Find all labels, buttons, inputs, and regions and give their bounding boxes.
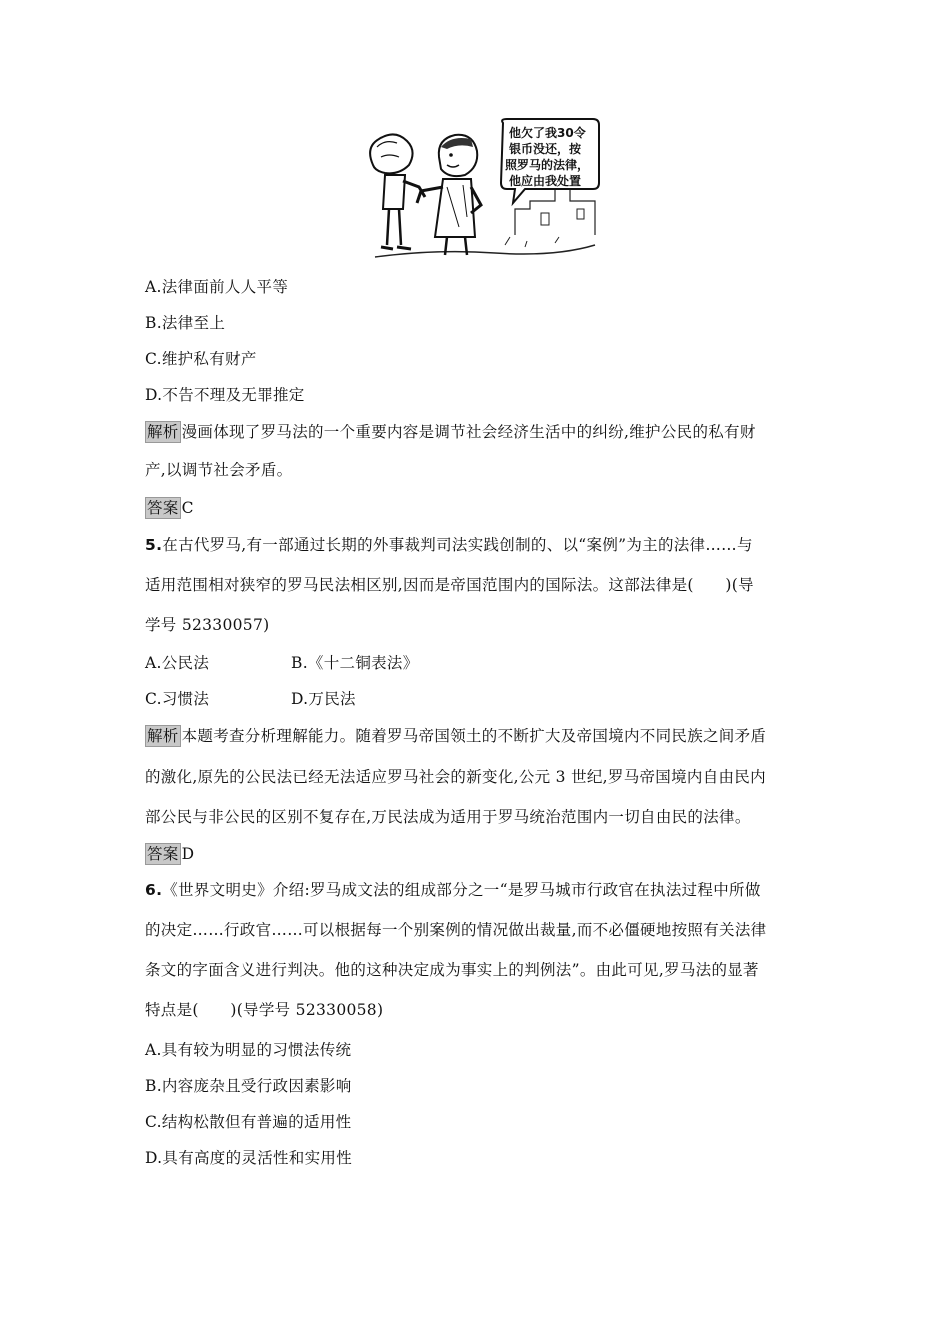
- q4-option-d: D.不告不理及无罪推定: [145, 386, 305, 404]
- q5-analysis-line-2: 的激化,原先的公民法已经无法适应罗马社会的新变化,公元 3 世纪,罗马帝国境内自由民内: [145, 768, 766, 786]
- q5-options-row-2: [145, 689, 815, 709]
- answer-tag: 答案: [147, 845, 179, 863]
- q5-option-b: B.《十二铜表法》: [291, 654, 419, 672]
- q4-option-b: B.法律至上: [145, 314, 226, 332]
- q4-option-c: C.维护私有财产: [145, 350, 257, 368]
- q6-stem-line-2: 的决定……行政官……可以根据每一个别案例的情况做出裁量,而不必僵硬地按照有关法律: [145, 921, 767, 939]
- analysis-tag: 解析: [147, 727, 179, 745]
- q6-number: 6.: [145, 881, 163, 899]
- q6-option-b: B.内容庞杂且受行政因素影响: [145, 1077, 352, 1095]
- q4-answer-value: C: [181, 499, 194, 517]
- q6-option-c: C.结构松散但有普遍的适用性: [145, 1113, 352, 1131]
- q5-number: 5.: [145, 536, 163, 554]
- q4-analysis: [145, 421, 815, 443]
- q4-option-a: A.法律面前人人平等: [145, 278, 289, 296]
- bubble-text-line-4: 他应由我处置: [509, 174, 582, 188]
- q6-stem-line-3: 条文的字面含义进行判决。他的这种决定成为事实上的判例法”。由此可见,罗马法的显著: [145, 961, 759, 979]
- bubble-text-line-1: 他欠了我30令: [509, 126, 586, 140]
- q5-stem-text-1: 在古代罗马,有一部通过长期的外事裁判司法实践创制的、以“案例”为主的法律……与: [162, 536, 753, 554]
- q5-stem-line-2: 适用范围相对狭窄的罗马民法相区别,因而是帝国范围内的国际法。这部法律是( )(导: [145, 576, 754, 594]
- q5-answer: [145, 843, 815, 865]
- bubble-text-line-2: 银币没还，按: [509, 142, 582, 156]
- roman-law-cartoon: [355, 117, 600, 267]
- q6-stem-line-1: [145, 880, 815, 900]
- q5-option-c: C.习惯法: [145, 690, 210, 708]
- q6-option-d: D.具有高度的灵活性和实用性: [145, 1149, 353, 1167]
- q5-options-row-1: [145, 653, 815, 673]
- q5-answer-value: D: [181, 845, 195, 863]
- q4-analysis-line-2: 产,以调节社会矛盾。: [145, 461, 293, 479]
- q6-stem-text-1: 《世界文明史》介绍:罗马成文法的组成部分之一“是罗马城市行政官在执法过程中所做: [162, 881, 761, 899]
- q5-option-a: A.公民法: [145, 654, 210, 672]
- analysis-tag: 解析: [147, 423, 179, 441]
- q5-option-d: D.万民法: [291, 690, 356, 708]
- bubble-text-line-3: 照罗马的法律，: [505, 158, 590, 172]
- answer-tag: 答案: [147, 499, 179, 517]
- q4-analysis-line-1: 漫画体现了罗马法的一个重要内容是调节社会经济生活中的纠纷,维护公民的私有财: [181, 423, 756, 441]
- q6-option-a: A.具有较为明显的习惯法传统: [145, 1041, 352, 1059]
- q5-stem-line-3: 学号 52330057): [145, 616, 270, 634]
- q5-analysis-line-1: 本题考查分析理解能力。随着罗马帝国领土的不断扩大及帝国境内不同民族之间矛盾: [181, 727, 767, 745]
- q5-analysis-line-3: 部公民与非公民的区别不复存在,万民法成为适用于罗马统治范围内一切自由民的法律。: [145, 808, 751, 826]
- q6-stem-line-4: 特点是( )(导学号 52330058): [145, 1001, 384, 1019]
- q5-stem-line-1: [145, 535, 815, 555]
- q5-analysis: [145, 725, 815, 747]
- q4-answer: [145, 497, 815, 519]
